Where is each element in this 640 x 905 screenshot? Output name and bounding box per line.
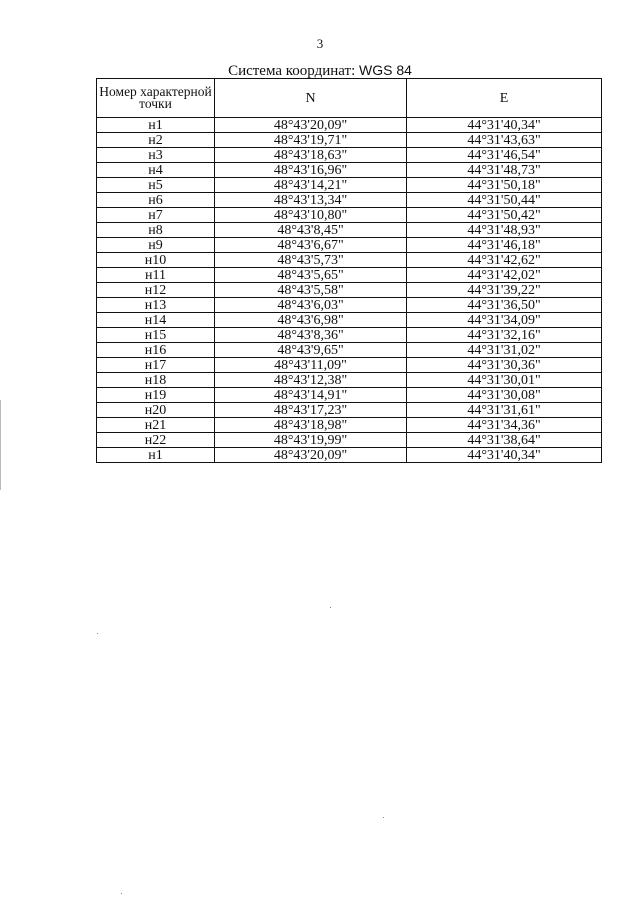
north-coordinate-cell: 48°43'12,38" bbox=[215, 373, 407, 388]
table-row bbox=[97, 268, 602, 283]
table-body bbox=[97, 118, 602, 463]
east-coordinate-cell: 44°31'30,01" bbox=[407, 373, 602, 388]
point-number-cell: н5 bbox=[97, 178, 215, 193]
table-row bbox=[97, 223, 602, 238]
east-coordinate-cell: 44°31'40,34" bbox=[407, 448, 602, 463]
point-number-cell: н15 bbox=[97, 328, 215, 343]
table-row bbox=[97, 238, 602, 253]
point-number-cell: н12 bbox=[97, 283, 215, 298]
table-row bbox=[97, 418, 602, 433]
north-coordinate-cell: 48°43'11,09" bbox=[215, 358, 407, 373]
east-coordinate-cell: 44°31'50,42" bbox=[407, 208, 602, 223]
north-coordinate-cell: 48°43'20,09" bbox=[215, 118, 407, 133]
north-coordinate-cell: 48°43'14,21" bbox=[215, 178, 407, 193]
table-row bbox=[97, 448, 602, 463]
table-row bbox=[97, 253, 602, 268]
point-number-cell: н19 bbox=[97, 388, 215, 403]
north-coordinate-cell: 48°43'18,63" bbox=[215, 148, 407, 163]
table-row bbox=[97, 403, 602, 418]
east-coordinate-cell: 44°31'50,18" bbox=[407, 178, 602, 193]
point-number-cell: н10 bbox=[97, 253, 215, 268]
point-number-cell: н18 bbox=[97, 373, 215, 388]
table-row bbox=[97, 208, 602, 223]
scan-speck bbox=[97, 633, 98, 634]
north-coordinate-cell: 48°43'8,36" bbox=[215, 328, 407, 343]
point-number-cell: н9 bbox=[97, 238, 215, 253]
table-row bbox=[97, 148, 602, 163]
point-number-cell: н16 bbox=[97, 343, 215, 358]
east-coordinate-cell: 44°31'34,09" bbox=[407, 313, 602, 328]
coordinate-system-name: WGS 84 bbox=[359, 62, 412, 78]
north-coordinate-cell: 48°43'19,99" bbox=[215, 433, 407, 448]
point-number-cell: н3 bbox=[97, 148, 215, 163]
point-number-cell: н11 bbox=[97, 268, 215, 283]
north-coordinate-cell: 48°43'8,45" bbox=[215, 223, 407, 238]
table-row bbox=[97, 388, 602, 403]
east-coordinate-cell: 44°31'48,93" bbox=[407, 223, 602, 238]
point-number-cell: н1 bbox=[97, 448, 215, 463]
east-coordinate-cell: 44°31'31,61" bbox=[407, 403, 602, 418]
table-row bbox=[97, 358, 602, 373]
east-coordinate-cell: 44°31'40,34" bbox=[407, 118, 602, 133]
scan-edge-mark bbox=[0, 400, 1, 490]
table-row bbox=[97, 133, 602, 148]
point-number-cell: н2 bbox=[97, 133, 215, 148]
east-coordinate-cell: 44°31'32,16" bbox=[407, 328, 602, 343]
table-row bbox=[97, 328, 602, 343]
scan-speck bbox=[383, 817, 384, 818]
north-coordinate-cell: 48°43'19,71" bbox=[215, 133, 407, 148]
table-row bbox=[97, 163, 602, 178]
east-coordinate-cell: 44°31'42,62" bbox=[407, 253, 602, 268]
north-coordinate-cell: 48°43'16,96" bbox=[215, 163, 407, 178]
header-north: N bbox=[215, 79, 407, 118]
east-coordinate-cell: 44°31'31,02" bbox=[407, 343, 602, 358]
header-point-number: Номер характерной точки bbox=[97, 79, 215, 118]
table-row bbox=[97, 118, 602, 133]
north-coordinate-cell: 48°43'5,65" bbox=[215, 268, 407, 283]
table-row bbox=[97, 178, 602, 193]
table-row bbox=[97, 313, 602, 328]
scan-speck bbox=[121, 893, 122, 894]
point-number-cell: н8 bbox=[97, 223, 215, 238]
point-number-cell: н1 bbox=[97, 118, 215, 133]
east-coordinate-cell: 44°31'46,54" bbox=[407, 148, 602, 163]
table-header-row bbox=[97, 79, 602, 118]
north-coordinate-cell: 48°43'17,23" bbox=[215, 403, 407, 418]
point-number-cell: н13 bbox=[97, 298, 215, 313]
north-coordinate-cell: 48°43'13,34" bbox=[215, 193, 407, 208]
east-coordinate-cell: 44°31'38,64" bbox=[407, 433, 602, 448]
north-coordinate-cell: 48°43'6,98" bbox=[215, 313, 407, 328]
point-number-cell: н14 bbox=[97, 313, 215, 328]
east-coordinate-cell: 44°31'43,63" bbox=[407, 133, 602, 148]
east-coordinate-cell: 44°31'36,50" bbox=[407, 298, 602, 313]
table-row bbox=[97, 283, 602, 298]
east-coordinate-cell: 44°31'48,73" bbox=[407, 163, 602, 178]
east-coordinate-cell: 44°31'50,44" bbox=[407, 193, 602, 208]
north-coordinate-cell: 48°43'5,58" bbox=[215, 283, 407, 298]
north-coordinate-cell: 48°43'6,67" bbox=[215, 238, 407, 253]
north-coordinate-cell: 48°43'5,73" bbox=[215, 253, 407, 268]
east-coordinate-cell: 44°31'46,18" bbox=[407, 238, 602, 253]
north-coordinate-cell: 48°43'18,98" bbox=[215, 418, 407, 433]
north-coordinate-cell: 48°43'20,09" bbox=[215, 448, 407, 463]
header-east: E bbox=[407, 79, 602, 118]
point-number-cell: н7 bbox=[97, 208, 215, 223]
table-row bbox=[97, 343, 602, 358]
north-coordinate-cell: 48°43'6,03" bbox=[215, 298, 407, 313]
coordinates-table bbox=[96, 78, 602, 463]
east-coordinate-cell: 44°31'30,08" bbox=[407, 388, 602, 403]
table-row bbox=[97, 373, 602, 388]
point-number-cell: н20 bbox=[97, 403, 215, 418]
north-coordinate-cell: 48°43'14,91" bbox=[215, 388, 407, 403]
east-coordinate-cell: 44°31'30,36" bbox=[407, 358, 602, 373]
caption-prefix: Система координат: bbox=[228, 63, 356, 79]
point-number-cell: н17 bbox=[97, 358, 215, 373]
point-number-cell: н4 bbox=[97, 163, 215, 178]
point-number-cell: н22 bbox=[97, 433, 215, 448]
north-coordinate-cell: 48°43'10,80" bbox=[215, 208, 407, 223]
point-number-cell: н21 bbox=[97, 418, 215, 433]
north-coordinate-cell: 48°43'9,65" bbox=[215, 343, 407, 358]
page-number: 3 bbox=[316, 36, 324, 51]
east-coordinate-cell: 44°31'42,02" bbox=[407, 268, 602, 283]
table-row bbox=[97, 298, 602, 313]
table-row bbox=[97, 433, 602, 448]
east-coordinate-cell: 44°31'34,36" bbox=[407, 418, 602, 433]
east-coordinate-cell: 44°31'39,22" bbox=[407, 283, 602, 298]
scan-speck bbox=[330, 607, 331, 608]
table-row bbox=[97, 193, 602, 208]
point-number-cell: н6 bbox=[97, 193, 215, 208]
